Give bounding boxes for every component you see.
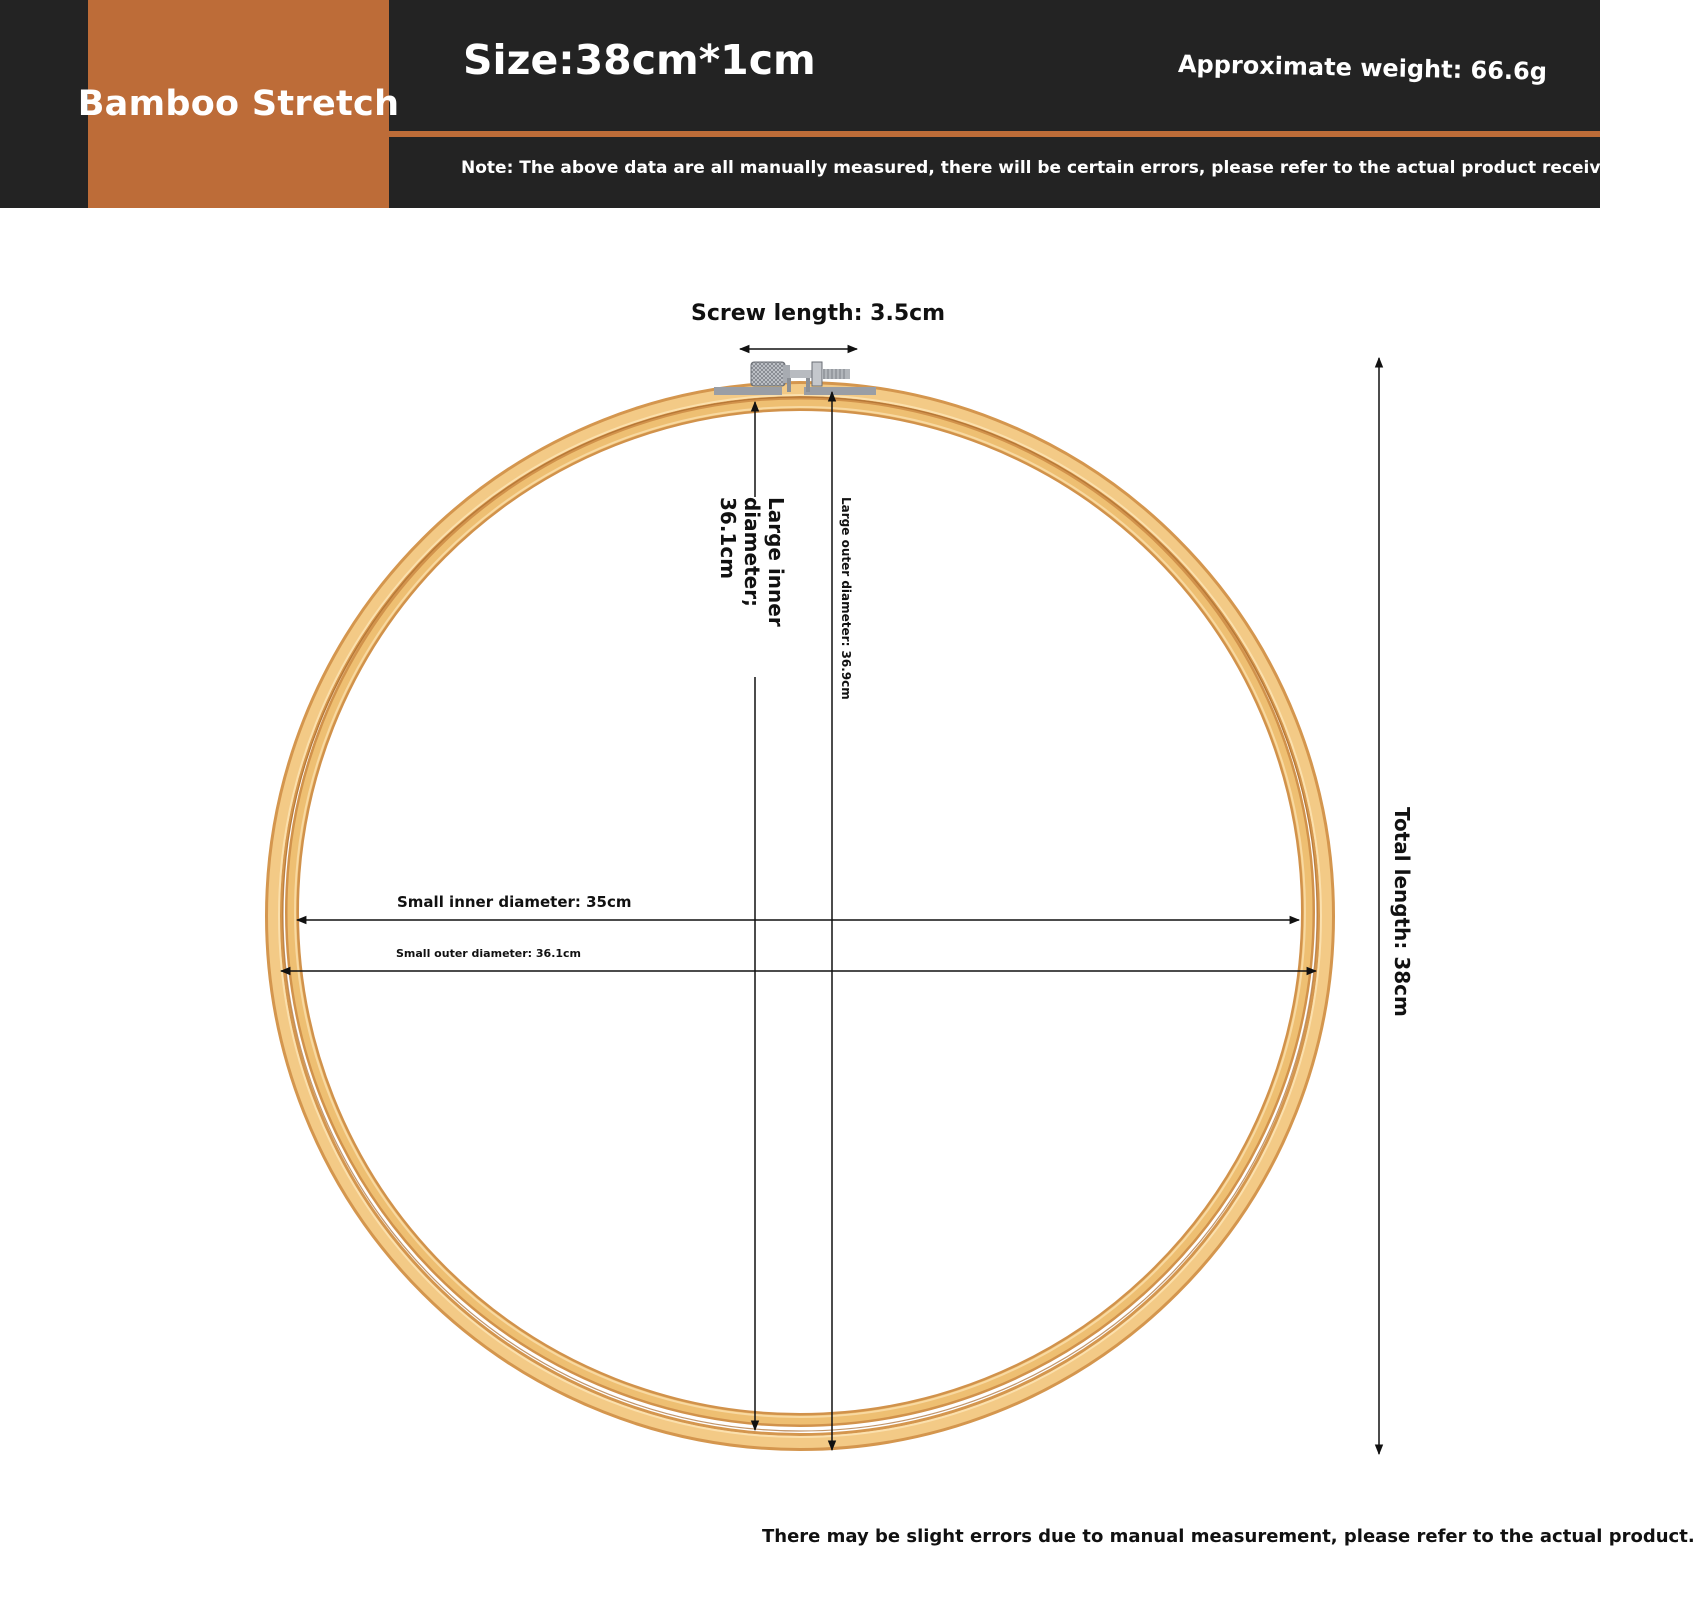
small-outer-diameter-label: Small outer diameter: 36.1cm — [396, 947, 581, 963]
large-inner-diameter-label: Large inner diameter; 36.1cm — [716, 497, 788, 677]
screw-length-label: Screw length: 3.5cm — [691, 301, 946, 326]
inner-hoop — [292, 404, 1308, 1420]
weight-text: Approximate weight: 66.6g — [1177, 50, 1548, 86]
footer-disclaimer: There may be slight errors due to manual measurement, please refer to the actual product. — [762, 1526, 1695, 1547]
product-tag: Bamboo Stretch — [88, 0, 389, 208]
size-heading: Size:38cm*1cm — [463, 36, 816, 84]
outer-hoop — [274, 390, 1326, 1442]
small-inner-diameter-label: Small inner diameter: 35cm — [397, 893, 632, 911]
total-length-label: Total length: 38cm — [1390, 807, 1414, 1017]
large-outer-diameter-label: Large outer diameter: 36.9cm — [839, 497, 853, 700]
measurement-note: Note: The above data are all manually measured, there will be certain errors, please refer to the actual product received! — [461, 158, 1632, 178]
